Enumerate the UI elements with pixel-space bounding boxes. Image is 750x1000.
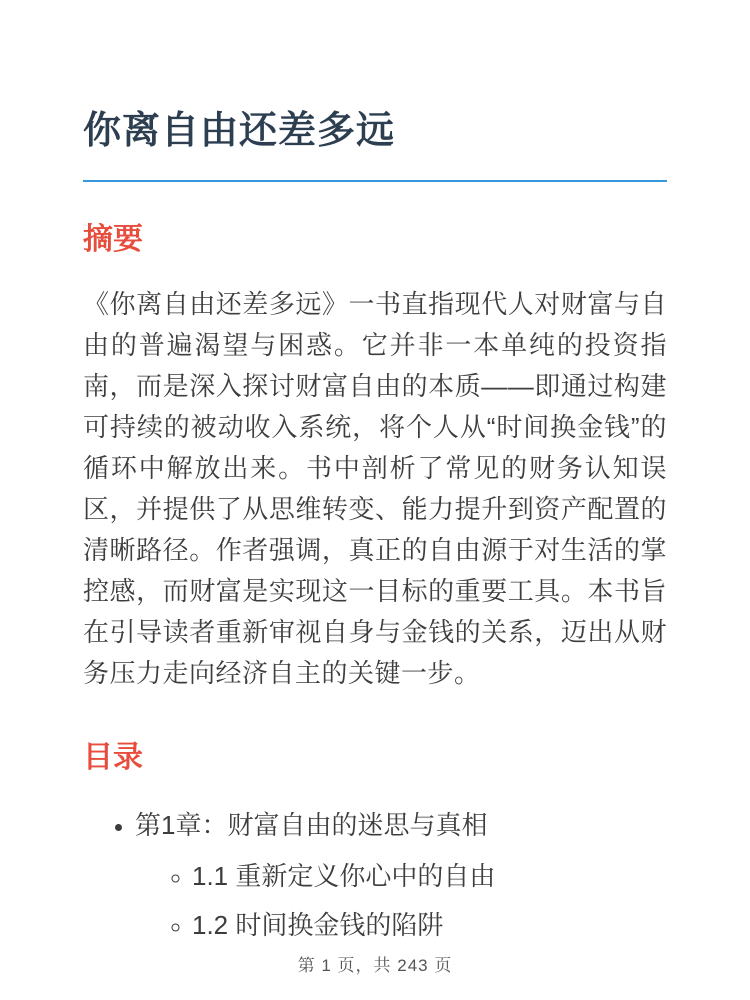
- page-title: 你离自由还差多远: [83, 108, 667, 182]
- summary-paragraph: 《你离自由还差多远》一书直指现代人对财富与自由的普遍渴望与困惑。它并非一本单纯的投资指南，而是深入探讨财富自由的本质——即通过构建可持续的被动收入系统，将个人从“时间换金钱”的循环中解放出来。书中剖析了常见的财务认知误区，并提供了从思维转变、能力提升到资产配置的清晰路径。作者强调，真正的自由源于对生活的掌控感，而财富是实现这一目标的重要工具。本书旨在引导读者重新审视自身与金钱的关系，迈出从财务压力走向经济自主的关键一步。: [83, 288, 667, 688]
- toc-sublist: [135, 859, 667, 943]
- toc-chapter-item: [135, 808, 667, 943]
- toc-section-item: ◦ 1.2 时间换金钱的陷阱: [192, 908, 667, 943]
- toc-section-item: ◦ 1.1 重新定义你心中的自由: [192, 859, 667, 894]
- summary-heading: 摘要: [83, 222, 143, 256]
- toc-chapter-label: 第1章：财富自由的迷思与真相: [135, 809, 488, 840]
- page-number-indicator: 第 1 页，共 243 页: [297, 956, 453, 975]
- toc-heading: 目录: [83, 740, 143, 774]
- toc-list: [83, 808, 667, 943]
